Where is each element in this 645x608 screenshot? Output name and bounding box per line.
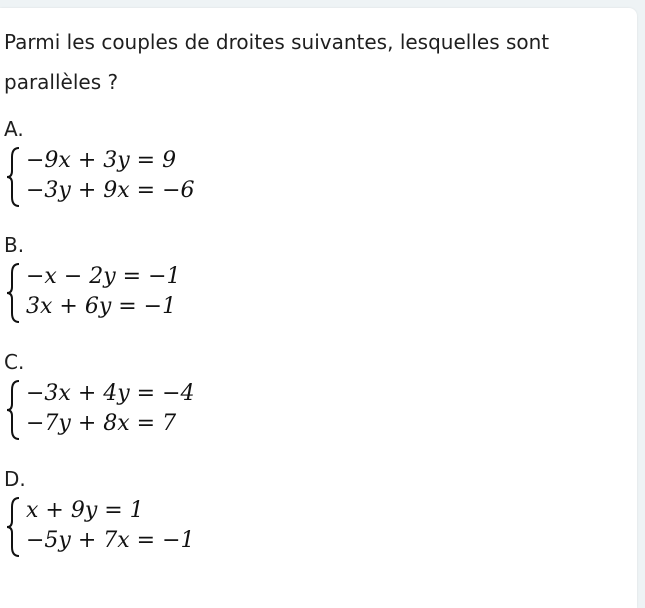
option-d[interactable] (4, 467, 404, 559)
option-label: B. (4, 233, 25, 257)
equation-system (4, 145, 404, 209)
equation-1: −x − 2y = −1 (26, 264, 181, 289)
equation-2: −7y + 8x = 7 (26, 411, 177, 436)
left-brace-icon (4, 378, 22, 442)
option-b[interactable] (4, 233, 404, 325)
option-label: C. (4, 350, 25, 374)
left-brace-icon (4, 145, 22, 209)
equation-system (4, 495, 404, 559)
question-text: Parmi les couples de droites suivantes, lesquelles sont parallèles ? (4, 30, 550, 94)
equation-2: −3y + 9x = −6 (26, 178, 195, 203)
option-a[interactable] (4, 117, 404, 209)
equation-1: −9x + 3y = 9 (26, 148, 177, 173)
equation-system (4, 261, 404, 325)
equation-1: x + 9y = 1 (26, 498, 144, 523)
left-brace-icon (4, 495, 22, 559)
option-label: D. (4, 467, 26, 491)
equation-2: −5y + 7x = −1 (26, 528, 195, 553)
left-brace-icon (4, 261, 22, 325)
option-c[interactable] (4, 350, 404, 442)
equation-1: −3x + 4y = −4 (26, 381, 195, 406)
equation-2: 3x + 6y = −1 (26, 294, 177, 319)
equation-system (4, 378, 404, 442)
option-label: A. (4, 117, 24, 141)
